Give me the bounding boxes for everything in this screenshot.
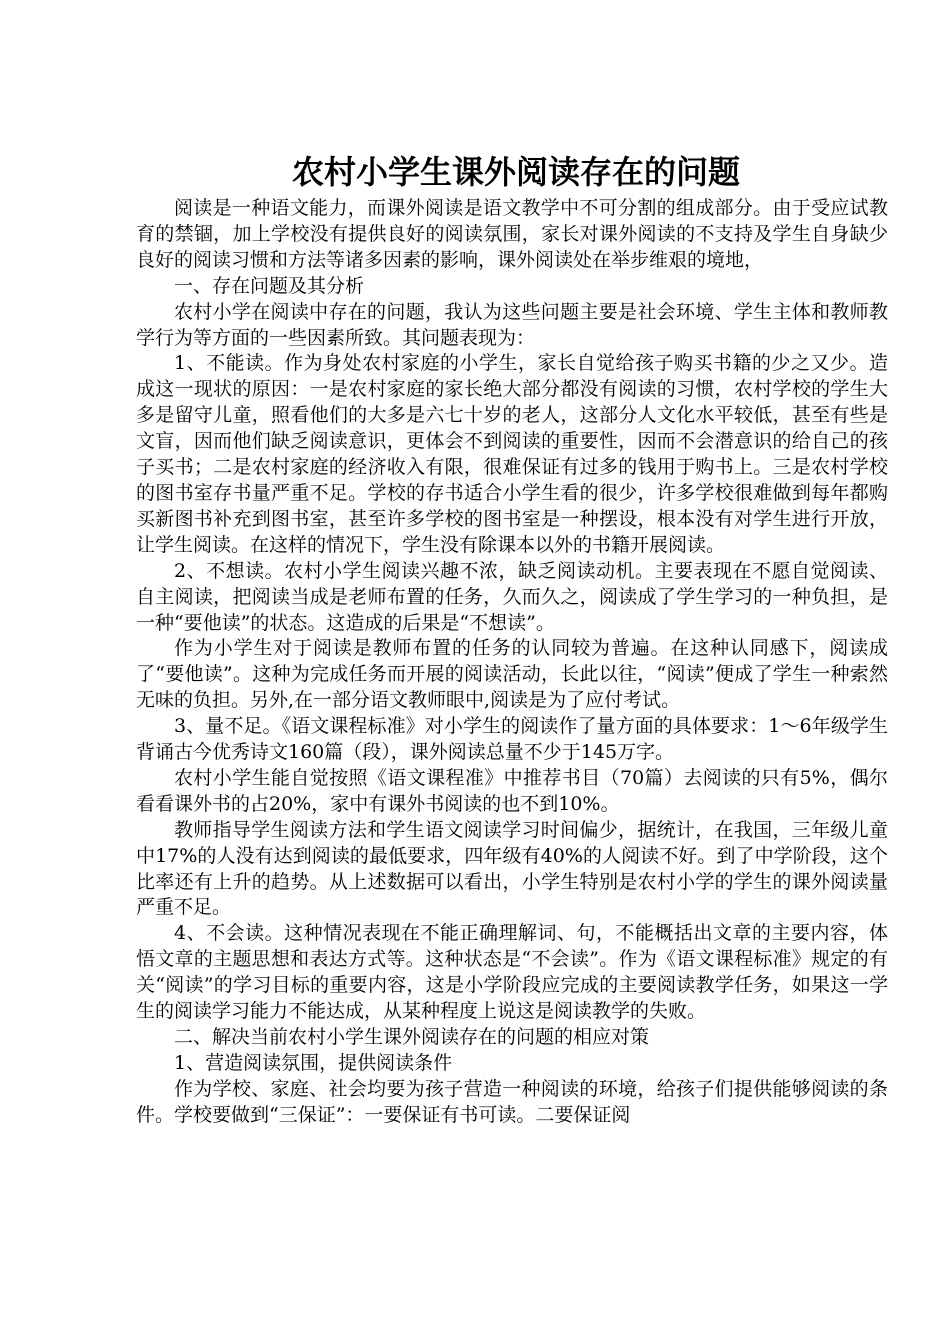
problems-overview-paragraph: 农村小学在阅读中存在的问题，我认为这些问题主要是社会环境、学生主体和教师教学行为等方面的一些因素所致。其问题表现为： [136, 300, 888, 349]
document-title: 农村小学生课外阅读存在的问题 [291, 153, 740, 191]
intro-paragraph: 阅读是一种语文能力，而课外阅读是语文教学中不可分割的组成部分。由于受应试教育的禁锢，加上学校没有提供良好的阅读氛围，家长对课外阅读的不支持及学生自身缺少良好的阅读习惯和方法等诸多因素的影响，课外阅读处在举步维艰的境地， [136, 197, 888, 271]
problem-4-paragraph: 4、不会读。这种情况表现在不能正确理解词、句，不能概括出文章的主要内容，体悟文章的主题思想和表达方式等。这种状态是“不会读”。作为《语文课程标准》规定的有关“阅读”的学习目标的重要内容，这是小学阶段应完成的主要阅读教学任务，如果这一学生的阅读学习能力不能达成，从某种程度上说这是阅读教学的失败。 [136, 922, 888, 1023]
problem-2-paragraph: 2、不想读。农村小学生阅读兴趣不浓，缺乏阅读动机。主要表现在不愿自觉阅读、自主阅读，把阅读当成是老师布置的任务，久而久之，阅读成了学生学习的一种负担，是一种“要他读”的状态。这造成的后果是“不想读”。 [136, 559, 888, 634]
section-heading-solutions: 二、解决当前农村小学生课外阅读存在的问题的相应对策 [174, 1026, 650, 1048]
problem-3-detail-paragraph: 教师指导学生阅读方法和学生语文阅读学习时间偏少，据统计，在我国，三年级儿童中17%的人没有达到阅读的最低要求，四年级有40%的人阅读不好。到了中学阶段，这个比率还有上升的趋势。从上述数据可以看出，小学生特别是农村小学的学生的课外阅读量严重不足。 [136, 818, 888, 919]
problem-2-detail-paragraph: 作为小学生对于阅读是教师布置的任务的认同较为普遍。在这种认同感下，阅读成了“要他读”。这种为完成任务而开展的阅读活动，长此以往，“阅读”便成了学生一种索然无味的负担。另外,在一部分语文教师眼中,阅读是为了应付考试。 [136, 637, 888, 712]
document-body [136, 196, 888, 1129]
solution-1-paragraph: 作为学校、家庭、社会均要为孩子营造一种阅读的环境，给孩子们提供能够阅读的条件。学校要做到“三保证”：一要保证有书可读。二要保证阅 [136, 1077, 888, 1126]
problem-1-paragraph: 1、不能读。作为身处农村家庭的小学生，家长自觉给孩子购买书籍的少之又少。造成这一现状的原因：一是农村家庭的家长绝大部分都没有阅读的习惯，农村学校的学生大多是留守儿童，照看他们的大多是六七十岁的老人，这部分人文化水平较低，甚至有些是文盲，因而他们缺乏阅读意识，更体会不到阅读的重要性，因而不会潜意识的给自己的孩子买书；二是农村家庭的经济收入有限，很难保证有过多的钱用于购书上。三是农村学校的图书室存书量严重不足。学校的存书适合小学生看的很少，许多学校很难做到每年都购买新图书补充到图书室，甚至许多学校的图书室是一种摆设，根本没有对学生进行开放，让学生阅读。在这样的情况下，学生没有除课本以外的书籍开展阅读。 [136, 352, 888, 556]
solution-1-heading: 1、营造阅读氛围，提供阅读条件 [174, 1051, 453, 1074]
problem-3-paragraph: 3、量不足。《语文课程标准》对小学生的阅读作了量方面的具体要求：1～6年级学生背诵古今优秀诗文160篇（段），课外阅读总量不少于145万字。 [136, 715, 888, 764]
section-heading-problems: 一、存在问题及其分析 [174, 274, 365, 297]
problem-3-stats-paragraph: 农村小学生能自觉按照《语文课程准》中推荐书目（70篇）去阅读的只有5%，偶尔看看课外书的占20%，家中有课外书阅读的也不到10%。 [136, 766, 888, 815]
